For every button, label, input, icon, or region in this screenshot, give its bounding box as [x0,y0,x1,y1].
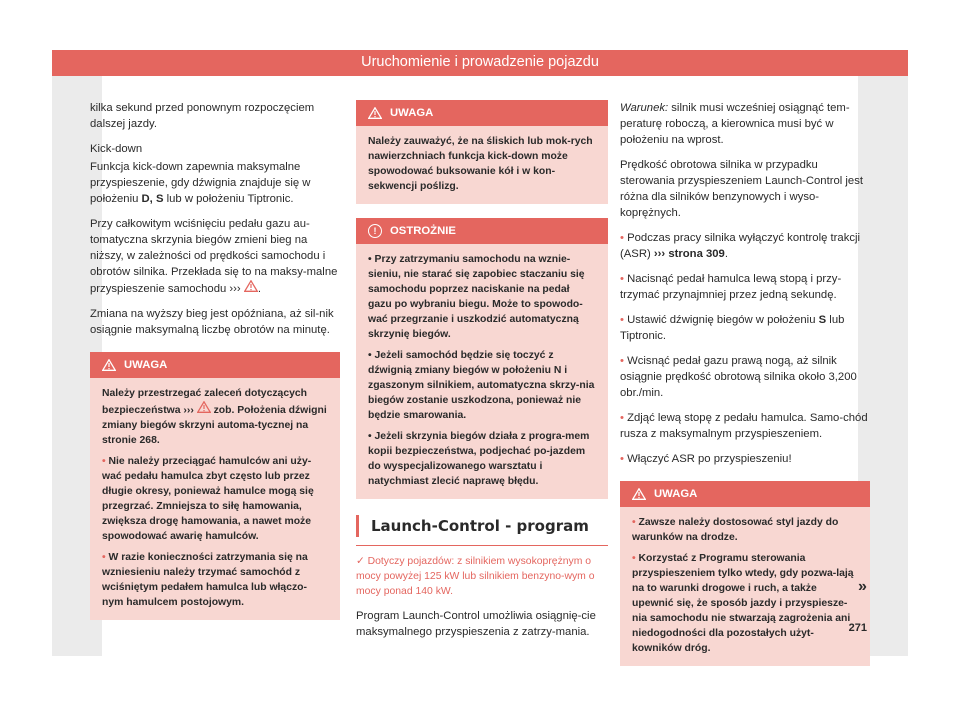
warning-icon[interactable] [197,401,211,413]
warning-bullet: • Nie należy przeciągać hamulców ani uży-wać pedału hamulca zbyt często lub przez długie okresy, ponieważ hamulce mogą się przegrzać. Zmniejsza to siłę hamowania, zwiększa drogę hamowania, a nawet może spowodować awarię hamulców. [102,456,314,542]
page-header [52,50,908,76]
page-link[interactable]: ››› strona 309 [653,248,725,260]
paragraph: Przy całkowitym wciśnięciu pedału gazu au-tomatyczna skrzynia biegów zmieni bieg na niższy, w zależności od prędkości samochodu i obrotów silnika. Przekłada się to na maksy-malne przyspieszenie samochodu ››› . [90,218,338,295]
warning-bullet: • Zawsze należy dostosować styl jazdy do warunków na drodze. [632,517,839,543]
warning-box [90,352,340,620]
caution-box [356,218,608,499]
warning-icon[interactable] [244,280,258,292]
warning-bullet: • Korzystać z Programu sterowania przyspieszeniem tylko wtedy, gdy pozwa-lają na to warunki drogowe i ruch, a także upewnić się, że sposób jazdy i przyspiesze-nia samochodu nie stwarzają zagrożenia ani niedogodności dla pozostałych użyt-kowników dróg. [632,553,854,654]
warning-text: Należy zauważyć, że na śliskich lub mok-rych nawierzchniach funkcja kick-down może spowodować buksowanie kół i w kon-sekwencji poślizg. [368,136,593,192]
step-item: • Podczas pracy silnika wyłączyć kontrolę trakcji (ASR) ››› strona 309. [620,232,861,260]
warning-header: UWAGA [356,100,608,126]
warning-icon [632,488,646,500]
section-heading-kickdown: Kick-down [90,143,143,155]
warning-text: Należy przestrzegać zaleceń dotyczących bezpieczeństwa ››› zob. Położenia dźwigni zmiany biegów skrzyni automa-tycznej na stronie 268. [102,388,327,446]
check-icon: ✓ [356,556,368,567]
column-2 [356,100,608,649]
info-circle-icon: ! [368,224,382,238]
page-title: Uruchomienie i prowadzenie pojazdu [361,54,599,70]
warning-header: UWAGA [620,481,870,507]
caution-bullet: • Jeżeli skrzynia biegów działa z progra-mem kopii bezpieczeństwa, podjechać po-jazdem do wyspecjalizowanego warsztatu i natychmiast zlecić naprawę błędu. [368,431,590,487]
warning-header: UWAGA [90,352,340,378]
caution-body [356,244,608,499]
warning-box [620,481,870,666]
applicability-note: ✓ Dotyczy pojazdów: z silnikiem wysokoprężnym o mocy powyżej 125 kW lub silnikiem benzyno-wym o mocy ponad 140 kW. [356,556,595,597]
paragraph: Funkcja kick-down zapewnia maksymalne przyspieszenie, gdy dźwignia znajduje się w położeniu D, S lub w położeniu Tiptronic. [90,161,311,205]
paragraph: Zmiana na wyższy bieg jest opóźniana, aż sil-nik osiągnie maksymalną liczbę obrotów na minutę. [90,308,334,336]
page-number: 271 [848,622,867,634]
paragraph: kilka sekund przed ponownym rozpoczęciem dalszej jazdy. [90,102,315,130]
warning-body [620,507,870,666]
paragraph: Prędkość obrotowa silnika w przypadku sterowania przyspieszeniem Launch-Control jest różna dla silników benzynowych i wyso-koprężnych. [620,159,863,219]
section-title: Launch-Control - program [356,515,608,537]
step-item: • Ustawić dźwignię biegów w położeniu S lub Tiptronic. [620,314,845,342]
caution-bullet: • Jeżeli samochód będzie się toczyć z dźwignią zmiany biegów w położeniu N i zgaszonym silnikiem, automatyczna skrzy-nia biegów zostanie uszkodzona, ponieważ nie będzie smarowania. [368,350,595,421]
paragraph: Warunek: silnik musi wcześniej osiągnąć tem-peraturę roboczą, a kierownica musi być w położeniu na wprost. [620,102,850,146]
step-item: • Zdjąć lewą stopę z pedału hamulca. Samo-chód rusza z maksymalnym przyspieszeniem. [620,412,868,440]
divider [356,545,608,546]
warning-icon [102,359,116,371]
step-item: • Włączyć ASR po przyspieszeniu! [620,453,792,465]
caution-bullet: • Przy zatrzymaniu samochodu na wznie-sieniu, nie starać się zapobiec staczaniu się samochodu poprzez naciskanie na pedał gazu po wybraniu biegu. Może to spowodo-wać przegrzanie i uszkodzić automatyczną skrzynię biegów. [368,254,585,340]
caution-header: ! OSTROŻNIE [356,218,608,244]
warning-body [90,378,340,620]
warning-box [356,100,608,204]
warning-bullet: • W razie konieczności zatrzymania się na wzniesieniu należy trzymać samochód z wciśniętym pedałem hamulca lub włączo-nym hamulcem postojowym. [102,552,308,608]
step-item: • Nacisnąć pedał hamulca lewą stopą i przy-trzymać przynajmniej przez jedną sekundę. [620,273,842,301]
step-item: • Wcisnąć pedał gazu prawą nogą, aż silnik osiągnie prędkość obrotową silnika około 3,200 obr./min. [620,355,857,399]
column-1 [90,100,340,620]
warning-body [356,126,608,204]
warning-icon [368,107,382,119]
column-3 [620,100,870,666]
continued-arrow-icon: » [858,578,867,595]
paragraph: Program Launch-Control umożliwia osiągnię-cie maksymalnego przyspieszenia z zatrzy-mania. [356,610,596,638]
